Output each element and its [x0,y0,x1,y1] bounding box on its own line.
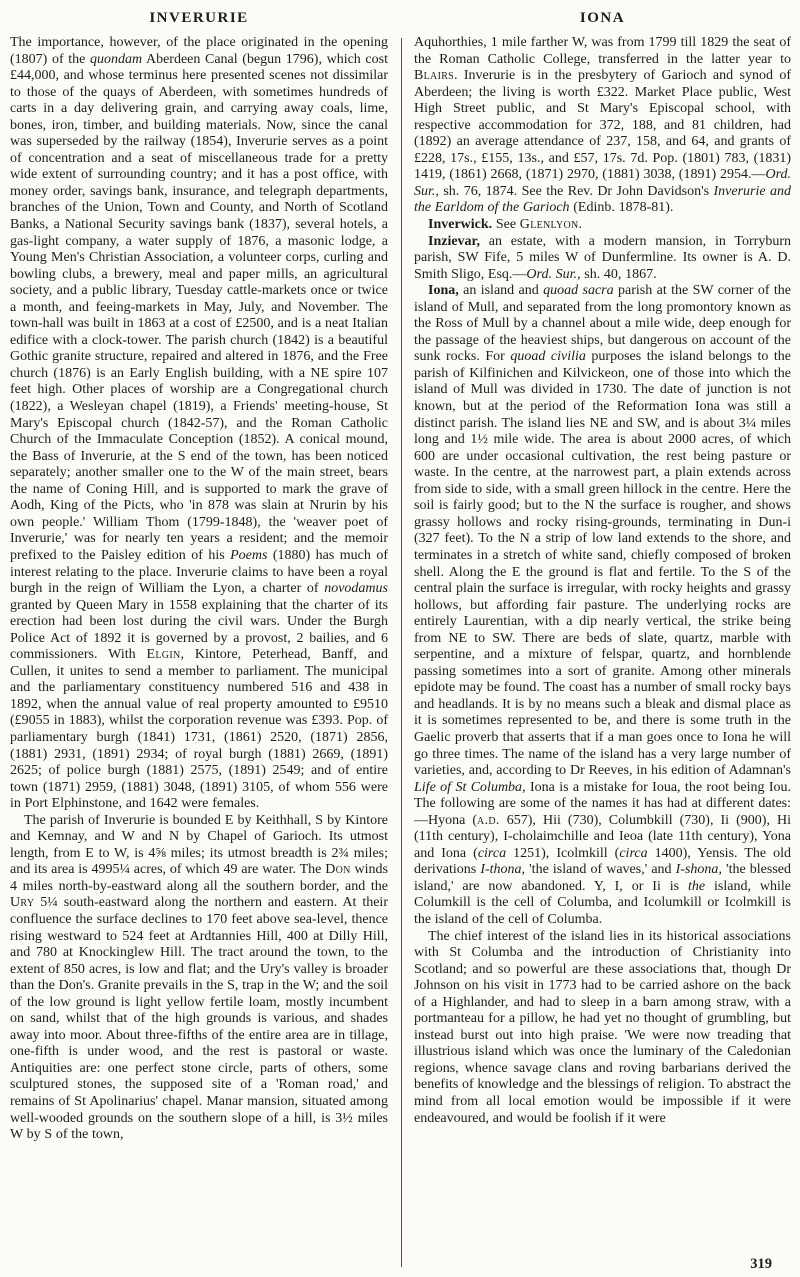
column-divider-rule [401,38,402,1267]
paragraph: The importance, however, of the place originated in the opening (1807) of the quondam Aberdeen Canal (begun 1796), which cost £44,000, and whose terminus here presented scenes not dissimilar to those of the quays of Aberdeen, with sometimes hundreds of carts in a day delivering grain, and carrying away coals, lime, bones, iron, timber, and building materials. Now, since the canal was superseded by the railway (1854), Inverurie serves as a point of concentration and a seat of miscellaneous trade for a pretty wide extent of surrounding country; and it has a post office, with money order, savings bank, insurance, and telegraph departments, branches of the Union, Town and County, and North of Scotland Banks, a National Security savings bank (1837), several hotels, a gas-light company, a water supply of 1876, a masonic lodge, a Young Men's Christian Association, a volunteer corps, curling and bowling clubs, a brewery, meal and paper mills, an agricultural society, and a public library, Tuesday cattle-markets once or twice a month, and feeing-markets in May, July, and November. The town-hall was built in 1863 at a cost of £2500, and is a neat Italian edifice with a clock-tower. The parish church (1842) is a beautiful Gothic granite structure, repaired and altered in 1876, and the Free church (1876) is an Early English building, with a NE spire 107 feet high. Other places of worship are a Congregational church (1822), a Wesleyan chapel (1819), a Friends' meeting-house, St Mary's Episcopal church (1842-57), and the Roman Catholic Church of the Immaculate Conception (1852). A conical mound, the Bass of Inverurie, at the S end of the town, has been noticed separately; another smaller one to the W of the main street, bears the name of Coning Hill, and is supported to mark the grave of Aodh, King of the Picts, who 'in 878 was slain at Nrurin by his own people.' William Thom (1799-1848), the 'weaver poet of Inverurie,' was for nearly ten years a resident; and the memoir prefixed to the Paisley edition of his Poems (1880) has much of interest relating to the place. Inverurie claims to have been a royal burgh in the reign of William the Lyon, a charter of novodamus granted by Queen Mary in 1558 explaining that the charter of its erection had been lost during the civil wars. Under the Burgh Police Act of 1892 it is governed by a provost, 2 bailies, and 6 commissioners. With Elgin, Kintore, Peterhead, Banff, and Cullen, it unites to send a member to parliament. The municipal and the parliamentary constituency numbered 516 and 438 in 1892, when the annual value of real property amounted to £9510 (£9055 in 1883), whilst the corporation revenue was £393. Pop. of parliamentary burgh (1841) 1731, (1861) 2520, (1871) 2856, (1881) 2931, (1891) 2934; of royal burgh (1881) 2669, (1891) 2625; of police burgh (1881) 2575, (1891) 2549; and of entire town (1871) 2959, (1881) 3048, (1891) 3105, of whom 556 were in Port Elphinstone, and 1642 were females. [10,35,388,812]
paragraph: Iona, an island and quoad sacra parish at the SW corner of the island of Mull, and separated from the long promontory known as the Ross of Mull by a channel about a mile wide, deep enough for the passage of the heaviest ships, but dangerous on account of the sunk rocks. For quoad civilia purposes the island belongs to the parish of Kilfinichen and Kilvickeon, one of those into which the island of Mull was divided in 1730. The date of junction is not known, but at the period of the Reformation Iona was still a distinct parish. The island lies NE and SW, and is about 3¼ miles long and 1½ mile wide. The area is about 2000 acres, of which 600 are under occasional cultivation, the rest being pasture or waste. In the centre, at the narrowest part, a plain extends across from side to side, with a small green hillock in the centre. Here the soil is fairly good; but to the N the surface is rougher, and shows grassy hollows and rocky rising-grounds, terminating in Dun-i (327 feet). To the N a strip of low land extends to the shore, and terminates in a stretch of white sand, chiefly composed of broken shell. Along the E the ground is flat and fertile. To the S of the central plain the surface is irregular, with rocky heights and grassy hollows, but affording fair pasture. The underlying rocks are entirely Laurentian, with a dip nearly vertical, the strike being from NE to SW. There are beds of slate, quartz, marble with serpentine, and a mixture of felspar, quartz, and hornblende passing sometimes into a sort of granite. Among other minerals epidote may be found. The coast has a number of small rocky bays and headlands. It is by no means such a bleak and dismal place as it is sometimes represented to be, and there is some truth in the Gaelic proverb that asserts that if a man goes once to Iona he will go three times. The name of the island has a very large number of varieties, and, according to Dr Reeves, in his edition of Adamnan's Life of St Columba, Iona is a mistake for Ioua, the root being Iou. The following are some of the names it has had at different dates:—Hyona (a.d. 657), Hii (730), Columbkill (730), Ii (900), Hi (11th century), I-cholaimchille and Ieoa (late 11th century), Yona and Iona (circa 1251), Icolmkill (circa 1400), Yensis. The old derivations I-thona, 'the island of waves,' and I-shona, 'the blessed island,' are now abandoned. Y, I, or Ii is the island, while Columkill is the cell of Columba, and Icolumkill or Icolmkill is the island of the cell of Columba. [414,283,792,927]
paragraph: Inverwick. See Glenlyon. [428,217,583,233]
running-head-left: INVERURIE [149,10,249,26]
right-column-body [414,35,791,1127]
page-number: 319 [750,1256,772,1272]
paragraph: The parish of Inverurie is bounded E by Keithhall, S by Kintore and Kemnay, and W and N by Chapel of Garioch. Its utmost length, from E to W, is 4⅝ miles; its utmost breadth is 2¾ miles; and its area is 4995¼ acres, of which 49 are water. The Don winds 4 miles north-by-eastward along all the southern border, and the Ury 5¼ south-eastward along the northern and eastern. At their confluence the surface declines to 170 feet above sea-level, thence rising westward to 524 feet at Ardtannies Hill, 400 at Dilly Hill, and 780 at Knockinglew Hill. The tract around the town, to the extent of 850 acres, is low and flat; and the Ury's valley is broader than the Don's. Granite prevails in the S, trap in the W; and the soil of the low ground is light yellow fertile loam, mostly incumbent on sand, whilst that of the high grounds is various, and shades away into moor. About three-fifths of the entire area are in tillage, one-fifth is under wood, and the rest is pastoral or waste. Antiquities are: one perfect stone circle, parts of others, some sculptured stones, the supposed site of a 'Roman road,' and remains of St Apolinarius' chapel. Manar mansion, situated among well-wooded grounds on the southern slope of a hill, is 3½ miles W by S of the town, [10,812,388,1143]
left-column-body [10,35,388,1144]
running-head-right: IONA [579,10,626,26]
two-column-layout [8,8,794,1277]
paragraph: The chief interest of the island lies in its historical associations with St Columba and the introduction of Christianity into Scotland; and so powerful are these associations that, though Dr Johnson on his visit in 1773 had to be carried ashore on the back of a Highlander, and had to sleep in a barn among straw, with a portmanteau for a pillow, he had yet no thought of grumbling, but instead burst out into high praise. 'We were now treading that illustrious island which was once the luminary of the Caledonian regions, whence savage clans and roving barbarians derived the benefits of knowledge and the blessings of religion. To abstract the mind from all local emotion would be impossible if it were endeavoured, and would be foolish if it were [414,928,791,1126]
right-column [401,8,794,1277]
paragraph: Aquhorthies, 1 mile farther W, was from 1799 till 1829 the seat of the Roman Catholic College, transferred in the latter year to Blairs. Inverurie is in the presbytery of Garioch and synod of Aberdeen; the living is worth £322. Market Place public, West High Street public, and St Mary's Episcopal school, with respective accommodation for 372, 188, and 81 children, had (1892) an average attendance of 237, 158, and 64, and grants of £228, 17s., £155, 13s., and £57, 17s. 7d. Pop. (1801) 783, (1831) 1419, (1861) 2668, (1871) 2970, (1881) 3038, (1891) 2954.—Ord. Sur., sh. 76, 1874. See the Rev. Dr John Davidson's Inverurie and the Earldom of the Garioch (Edinb. 1878-81). [414,35,792,216]
left-column [8,8,401,1277]
paragraph: Inzievar, an estate, with a modern mansion, in Torryburn parish, SW Fife, 5 miles W of Dunfermline. Its owner is A. D. Smith Sligo, Esq.—Ord. Sur., sh. 40, 1867. [414,233,791,282]
